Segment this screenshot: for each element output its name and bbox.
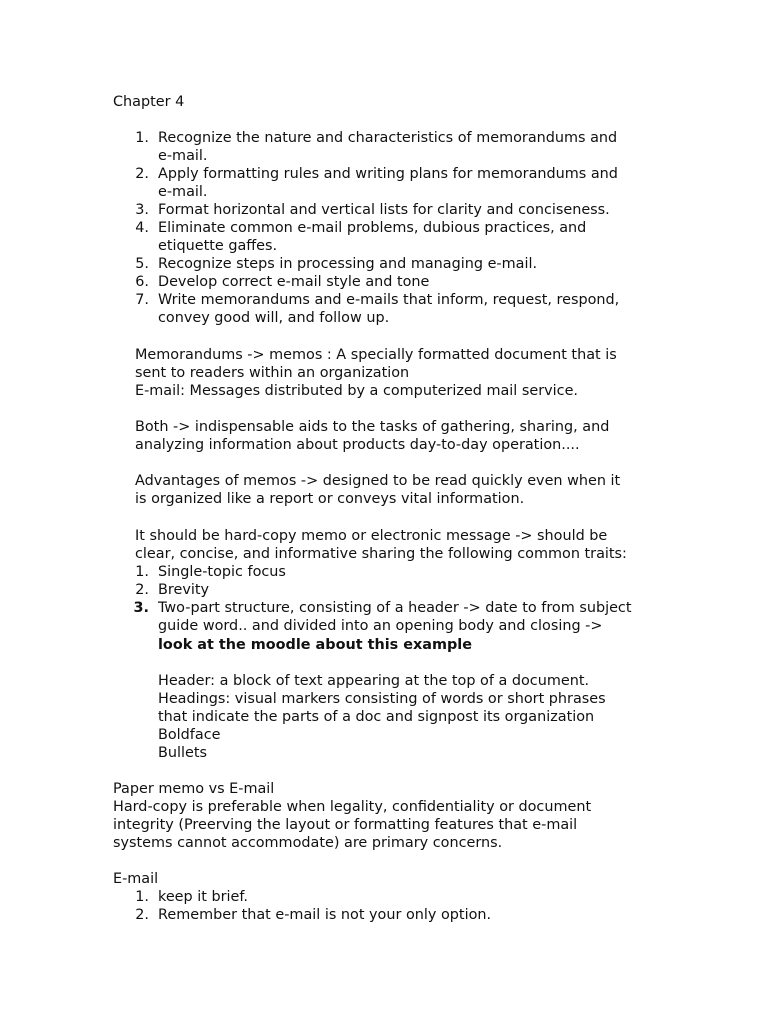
list-item-text: convey good will, and follow up.	[158, 310, 390, 326]
list-item-text: Brevity	[158, 582, 209, 598]
paragraph-line: Bullets	[158, 745, 207, 761]
paragraph-line: analyzing information about products day-to-day operation....	[135, 437, 580, 453]
list-number: 2.	[135, 166, 149, 182]
list-item-text: Remember that e-mail is not your only option.	[158, 907, 492, 923]
list-item-text: Two-part structure, consisting of a header -> date to from subject	[158, 600, 632, 616]
paragraph-line: Hard-copy is preferable when legality, confidentiality or document	[113, 799, 592, 815]
list-item-text: Develop correct e-mail style and tone	[158, 274, 430, 290]
paragraph-line: Memorandums -> memos : A specially formatted document that is	[135, 347, 617, 363]
paragraph-line: Both -> indispensable aids to the tasks of gathering, sharing, and	[135, 419, 610, 435]
list-number: 2.	[135, 582, 149, 598]
list-item-text: Eliminate common e-mail problems, dubious practices, and	[158, 220, 587, 236]
list-number: 7.	[135, 292, 149, 308]
list-number: 6.	[135, 274, 149, 290]
list-item-text: Apply formatting rules and writing plans for memorandums and	[158, 166, 618, 182]
paragraph-line: that indicate the parts of a doc and signpost its organization	[158, 709, 595, 725]
section-heading: E-mail	[113, 871, 159, 887]
list-item-text: Recognize the nature and characteristics of memorandums and	[158, 130, 618, 146]
bold-note: look at the moodle about this example	[158, 637, 472, 653]
paragraph-line: It should be hard-copy memo or electronic message -> should be	[135, 528, 608, 544]
list-item-text: Recognize steps in processing and managing e-mail.	[158, 256, 538, 272]
list-number: 1.	[135, 889, 149, 905]
paragraph-line: E-mail: Messages distributed by a computerized mail service.	[135, 383, 578, 399]
list-number: 5.	[135, 256, 149, 272]
paragraph-line: is organized like a report or conveys vital information.	[135, 491, 525, 507]
list-number: 1.	[135, 564, 149, 580]
list-item-text: e-mail.	[158, 184, 208, 200]
paragraph-line: clear, concise, and informative sharing the following common traits:	[135, 546, 627, 562]
list-number: 4.	[135, 220, 149, 236]
list-item-text: guide word.. and divided into an opening body and closing ->	[158, 618, 603, 634]
list-number: 3.	[135, 202, 149, 218]
paragraph-line: systems cannot accommodate) are primary concerns.	[113, 835, 503, 851]
list-item-text: Format horizontal and vertical lists for clarity and conciseness.	[158, 202, 610, 218]
list-number: 2.	[135, 907, 149, 923]
list-item-text: Write memorandums and e-mails that inform, request, respond,	[158, 292, 620, 308]
list-number: 3.	[133, 600, 149, 616]
section-heading: Paper memo vs E-mail	[113, 781, 275, 797]
list-item-text: etiquette gaffes.	[158, 238, 278, 254]
paragraph-line: integrity (Preerving the layout or formatting features that e-mail	[113, 817, 578, 833]
list-item-text: e-mail.	[158, 148, 208, 164]
paragraph-line: sent to readers within an organization	[135, 365, 410, 381]
paragraph-line: Advantages of memos -> designed to be read quickly even when it	[135, 473, 621, 489]
paragraph-line: Headings: visual markers consisting of words or short phrases	[158, 691, 606, 707]
list-item-text: keep it brief.	[158, 889, 248, 905]
chapter-title: Chapter 4	[113, 94, 185, 110]
paragraph-line: Header: a block of text appearing at the top of a document.	[158, 673, 590, 689]
list-item-text: Single-topic focus	[158, 564, 286, 580]
paragraph-line: Boldface	[158, 727, 221, 743]
list-number: 1.	[135, 130, 149, 146]
